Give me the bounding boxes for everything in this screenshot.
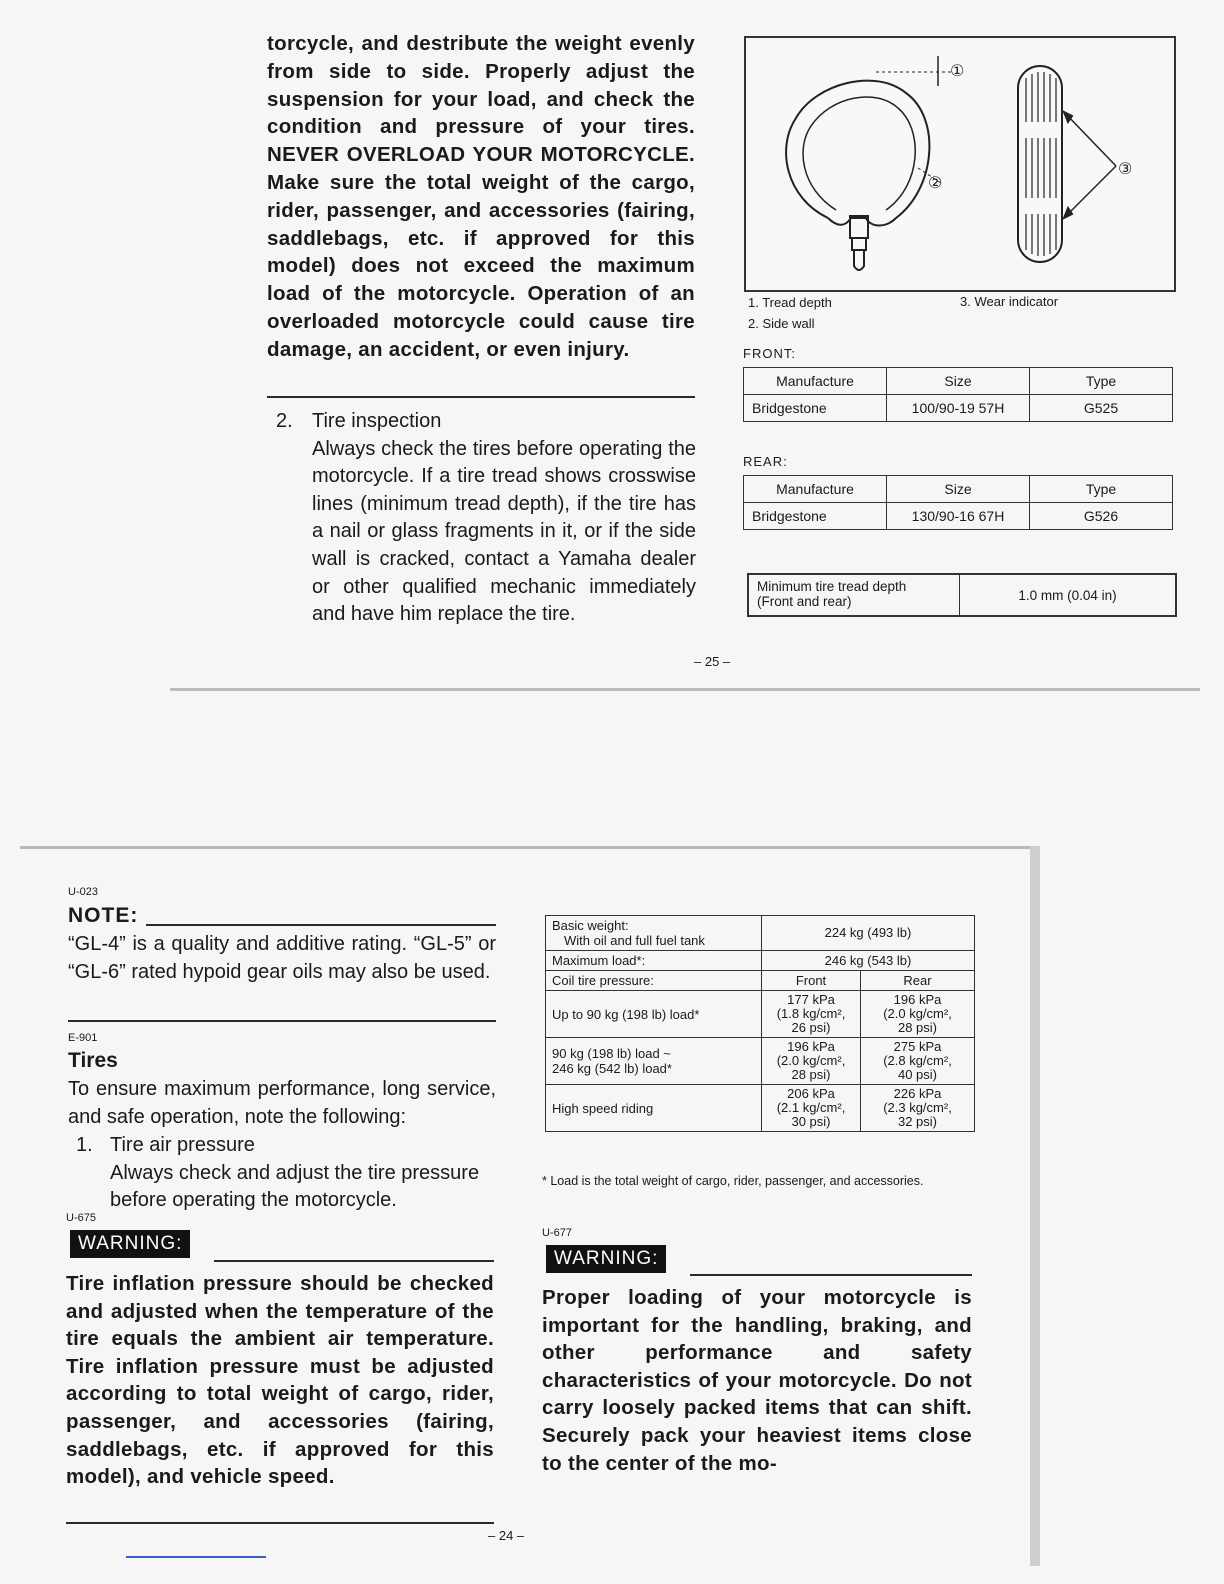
callout-1: ① bbox=[950, 61, 965, 80]
tire-pressure-number: 1. bbox=[76, 1134, 93, 1156]
code-u675: U-675 bbox=[66, 1212, 96, 1224]
bottom-edge-line bbox=[126, 1556, 266, 1558]
basic-weight-label: Basic weight: bbox=[552, 918, 629, 933]
tire-valve bbox=[850, 216, 868, 238]
pressure-kpa: 196 kPa bbox=[787, 1039, 835, 1054]
min-tread-depth-label bbox=[749, 575, 960, 615]
table-header-row bbox=[744, 368, 1173, 395]
note-text: “GL-4” is a quality and additive rating. “GL-5” or “GL-6” rated hypoid gear oils may also be used. bbox=[68, 933, 496, 983]
table-cell: G525 bbox=[1030, 395, 1173, 422]
table-header: Size bbox=[887, 368, 1030, 395]
rear-pressure-cell bbox=[861, 991, 975, 1038]
table-cell: Bridgestone bbox=[744, 503, 887, 530]
table-row bbox=[546, 916, 975, 951]
warning-badge-1: WARNING: bbox=[70, 1230, 190, 1258]
note-heading: NOTE: bbox=[68, 904, 139, 927]
coil-pressure-label: Coil tire pressure: bbox=[546, 971, 762, 991]
load-row-label-line-2: 246 kg (542 lb) load* bbox=[552, 1061, 672, 1076]
pressure-kpa: 275 kPa bbox=[893, 1039, 942, 1054]
front-label: FRONT: bbox=[743, 346, 796, 361]
page-number-25: – 25 – bbox=[694, 654, 731, 669]
note-end-rule bbox=[68, 1020, 496, 1022]
warning-1-end-rule bbox=[66, 1522, 494, 1524]
warning-badge-2: WARNING: bbox=[546, 1245, 666, 1273]
table-cell bbox=[546, 916, 762, 951]
tire-pressure-body: Always check and adjust the tire pressure before operating the motorcycle. bbox=[110, 1161, 480, 1212]
callout-3: ③ bbox=[1118, 159, 1133, 178]
pressure-psi: 28 psi) bbox=[791, 1067, 831, 1082]
warning-1-text: Tire inflation pressure should be checked and adjusted when the temperature of the tire equals the ambient air temperature. Tire inflation pressure must be adjusted according to total weight of cargo, rider, passenger, and accessories (fairing, saddlebags, etc. if approved for this model), and vehicle speed. bbox=[66, 1272, 494, 1489]
tire-inspection-title-row bbox=[276, 408, 696, 436]
pressure-kpa: 226 kPa bbox=[893, 1086, 942, 1101]
table-row bbox=[546, 1085, 975, 1132]
pressure-psi: 32 psi) bbox=[897, 1114, 938, 1129]
tire-inspection-title: Tire inspection bbox=[312, 410, 442, 432]
pressure-kpa: 206 kPa bbox=[787, 1086, 835, 1101]
warning-2-rule bbox=[690, 1274, 972, 1276]
table-cell: G526 bbox=[1030, 503, 1173, 530]
caption-tread-depth: 1. Tread depth bbox=[748, 295, 832, 310]
caption-wear-indicator: 3. Wear indicator bbox=[960, 294, 1059, 309]
pressure-psi: 30 psi) bbox=[791, 1114, 831, 1129]
code-e901: E-901 bbox=[68, 1032, 98, 1044]
warning-1-rule bbox=[214, 1260, 494, 1262]
callout-2: ② bbox=[928, 173, 943, 192]
table-row bbox=[546, 1038, 975, 1085]
caption-side-wall: 2. Side wall bbox=[748, 316, 815, 331]
top-warning-rule bbox=[267, 396, 695, 398]
rear-pressure-cell bbox=[861, 1085, 975, 1132]
table-cell: Bridgestone bbox=[744, 395, 887, 422]
table-header: Type bbox=[1030, 368, 1173, 395]
table-cell: 100/90-19 57H bbox=[887, 395, 1030, 422]
code-u023: U-023 bbox=[68, 886, 98, 898]
table-header-row bbox=[744, 476, 1173, 503]
pressure-psi: 40 psi) bbox=[897, 1067, 938, 1082]
table-header: Type bbox=[1030, 476, 1173, 503]
tire-inspection-body: Always check the tires before operating the motorcycle. If a tire tread shows crosswise lines (minimum tread depth), if the tire has a nail or glass fragments in it, or if the side wall is cracked, contact a Yamaha dealer or other qualified mechanic immediately and have him replace the tire. bbox=[312, 437, 696, 626]
min-tread-depth-value: 1.0 mm (0.04 in) bbox=[1018, 587, 1117, 603]
tire-pressure-item bbox=[76, 1132, 496, 1215]
page-number-24: – 24 – bbox=[488, 1528, 525, 1543]
pressure-kpa: 177 kPa bbox=[787, 992, 835, 1007]
front-header: Front bbox=[762, 971, 861, 991]
tire-diagram bbox=[744, 36, 1176, 292]
max-load-value: 246 kg (543 lb) bbox=[762, 951, 975, 971]
pressure-kgcm: (2.0 kg/cm², bbox=[776, 1053, 846, 1068]
table-row bbox=[744, 503, 1173, 530]
rear-label: REAR: bbox=[743, 454, 788, 469]
front-pressure-cell bbox=[762, 1085, 861, 1132]
table-cell: 130/90-16 67H bbox=[887, 503, 1030, 530]
load-row-label: High speed riding bbox=[546, 1085, 762, 1132]
page-edge-bottom bbox=[20, 846, 1040, 849]
page-edge-right bbox=[1030, 846, 1040, 1566]
min-tread-depth-box bbox=[747, 573, 1177, 617]
load-row-label-line-1: 90 kg (198 lb) load ~ bbox=[552, 1046, 671, 1061]
load-footnote: * Load is the total weight of cargo, rider, passenger, and accessories. bbox=[542, 1174, 924, 1188]
table-row bbox=[744, 395, 1173, 422]
pressure-kgcm: (2.0 kg/cm², bbox=[883, 1006, 952, 1021]
rear-tire-table bbox=[743, 475, 1173, 530]
note-heading-rule bbox=[146, 924, 496, 926]
table-header: Manufacture bbox=[744, 368, 887, 395]
pressure-kgcm: (2.3 kg/cm², bbox=[883, 1100, 952, 1115]
tire-cross-section bbox=[786, 81, 929, 218]
tire-inspection-section bbox=[276, 408, 696, 629]
front-pressure-cell bbox=[762, 991, 861, 1038]
page-edge-top bbox=[170, 688, 1200, 691]
table-row bbox=[546, 951, 975, 971]
rear-header: Rear bbox=[861, 971, 975, 991]
code-u677: U-677 bbox=[542, 1227, 572, 1239]
tires-intro: To ensure maximum performance, long service, and safe operation, note the following: bbox=[68, 1078, 496, 1128]
load-row-label bbox=[546, 1038, 762, 1085]
table-row bbox=[546, 991, 975, 1038]
tire-illustration bbox=[746, 38, 1174, 290]
tires-heading: Tires bbox=[68, 1049, 118, 1072]
pressure-psi: 28 psi) bbox=[897, 1020, 938, 1035]
min-tread-depth-label-line-2: (Front and rear) bbox=[757, 594, 852, 609]
basic-weight-value: 224 kg (493 lb) bbox=[762, 916, 975, 951]
table-row bbox=[546, 971, 975, 991]
front-tire-table bbox=[743, 367, 1173, 422]
pressure-kgcm: (2.1 kg/cm², bbox=[776, 1100, 846, 1115]
rear-pressure-cell bbox=[861, 1038, 975, 1085]
table-header: Size bbox=[887, 476, 1030, 503]
load-row-label: Up to 90 kg (198 lb) load* bbox=[546, 991, 762, 1038]
pressure-kgcm: (1.8 kg/cm², bbox=[776, 1006, 846, 1021]
load-pressure-table bbox=[545, 915, 975, 1132]
basic-weight-sublabel: With oil and full fuel tank bbox=[564, 933, 705, 948]
tire-pressure-title: Tire air pressure bbox=[110, 1134, 255, 1156]
tire-inspection-number: 2. bbox=[276, 410, 293, 432]
pressure-kgcm: (2.8 kg/cm², bbox=[883, 1053, 952, 1068]
front-pressure-cell bbox=[762, 1038, 861, 1085]
max-load-label: Maximum load*: bbox=[546, 951, 762, 971]
table-header: Manufacture bbox=[744, 476, 887, 503]
warning-2-text: Proper loading of your motorcycle is important for the handling, braking, and other performance and safety characteristics of your motorcycle. Do not carry loosely packed items that can shift. Securely pack your heaviest items close to the center of the mo- bbox=[542, 1286, 972, 1475]
min-tread-depth-label-line-1: Minimum tire tread depth bbox=[757, 579, 907, 594]
pressure-psi: 26 psi) bbox=[791, 1020, 831, 1035]
top-warning-text: torcycle, and destribute the weight evenly from side to side. Properly adjust the suspension for your load, and check the condition and pressure of your tires. NEVER OVERLOAD YOUR MOTORCYCLE. Make sure the total weight of the cargo, rider, passenger, and accessories (fairing, saddlebags, etc. if approved for this model) does not exceed the maximum load of the motorcycle. Operation of an overloaded motorcycle could cause tire damage, an accident, or even injury. bbox=[267, 32, 695, 361]
pressure-kpa: 196 kPa bbox=[893, 992, 942, 1007]
